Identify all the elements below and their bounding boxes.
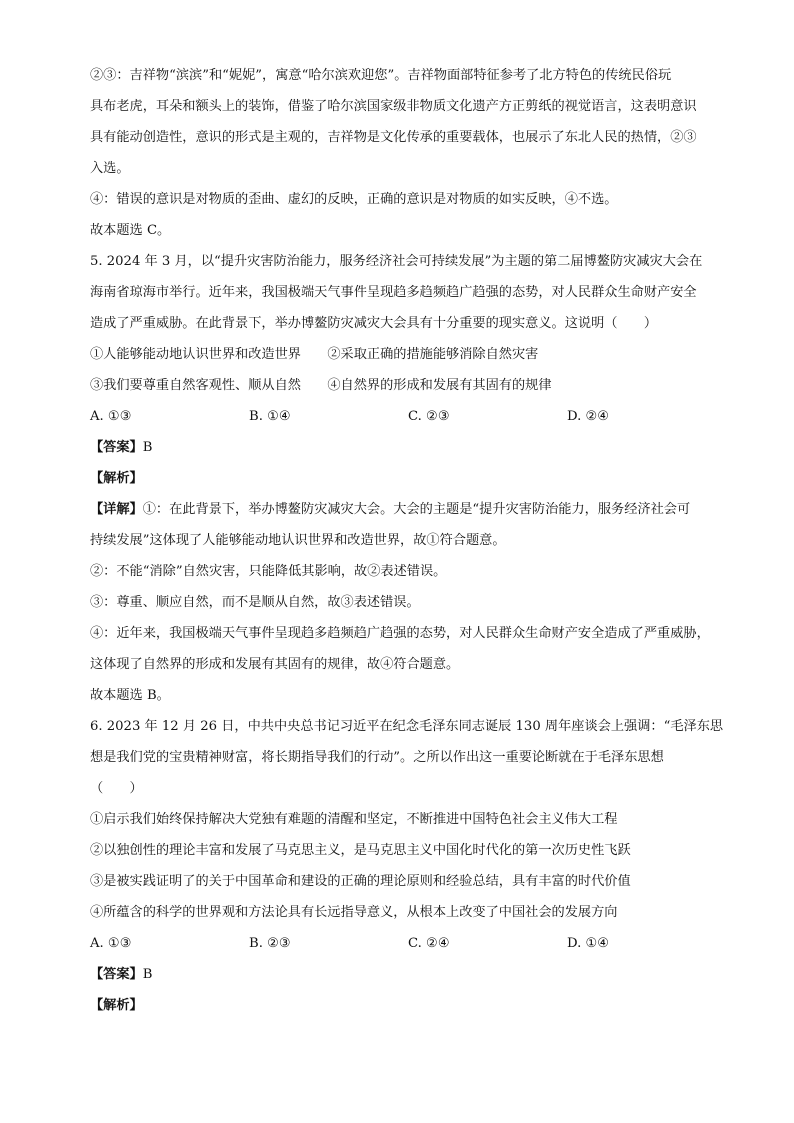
- question-stem-line: 5. 2024 年 3 月，以“提升灾害防治能力，服务经济社会可持续发展”为主题的第二届博鳌防灾减灾大会在: [90, 254, 703, 269]
- detail-line: 这体现了自然界的形成和发展有其固有的规律，故④符合题意。: [90, 657, 460, 672]
- detail-line: ②：不能“消除”自然灾害，只能降低其影响，故②表述错误。: [90, 564, 447, 579]
- statement-line: ③是被实践证明了的关于中国革命和建设的正确的理论原则和经验总结，具有丰富的时代价值: [90, 874, 631, 889]
- question-stem-line: 6. 2023 年 12 月 26 日，中共中央总书记习近平在纪念毛泽东同志诞辰 130 周年座谈会上强调：“毛泽东思: [90, 719, 724, 734]
- question-stem-line: 造成了严重威胁。在此背景下，举办博鳌防灾减灾大会具有十分重要的现实意义。这说明（ ）: [90, 316, 658, 331]
- detail-text: ①：在此背景下，举办博鳌防灾减灾大会。大会的主题是“提升灾害防治能力，服务经济社会可: [142, 502, 691, 517]
- conclusion-line: 故本题选 C。: [90, 223, 171, 238]
- options-row: [90, 401, 726, 432]
- question-6: [90, 711, 726, 1021]
- analysis-heading: [90, 463, 726, 494]
- question-stem-line: （ ）: [90, 781, 143, 796]
- statement-line: ①人能够能动地认识世界和改造世界 ②采取正确的措施能够消除自然灾害: [90, 347, 539, 362]
- statement-line: ②以独创性的理论丰富和发展了马克思主义，是马克思主义中国化时代化的第一次历史性飞跃: [90, 843, 631, 858]
- question-stem-line: 海南省琼海市举行。近年来，我国极端天气事件呈现趋多趋频趋广趋强的态势，对人民群众生命财产安全: [90, 285, 697, 300]
- previous-analysis: [90, 60, 726, 246]
- answer-value: B: [142, 967, 153, 982]
- detail-tag: 【详解】: [90, 502, 143, 517]
- statement-line: ③我们要尊重自然客观性、顺从自然 ④自然界的形成和发展有其固有的规律: [90, 378, 552, 393]
- answer-line: [90, 432, 726, 463]
- statement-line: ④所蕴含的科学的世界观和方法论具有长远指导意义，从根本上改变了中国社会的发展方向: [90, 905, 618, 920]
- answer-line: [90, 959, 726, 990]
- statement-line: ①启示我们始终保持解决大党独有难题的清醒和坚定，不断推进中国特色社会主义伟大工程: [90, 812, 618, 827]
- option-a: A. ①③: [90, 936, 132, 951]
- analysis-tag: 【解析】: [90, 998, 143, 1013]
- option-a: A. ①③: [90, 409, 132, 424]
- detail-line: [90, 494, 726, 525]
- text-line: ④：错误的意识是对物质的歪曲、虚幻的反映，正确的意识是对物质的如实反映，④不选。: [90, 192, 618, 207]
- answer-value: B: [142, 440, 153, 455]
- analysis-heading: [90, 990, 726, 1021]
- option-d: D. ②④: [567, 409, 610, 424]
- detail-line: ③：尊重、顺应自然，而不是顺从自然，故③表述错误。: [90, 595, 420, 610]
- text-line: 具布老虎，耳朵和额头上的装饰，借鉴了哈尔滨国家级非物质文化遗产方正剪纸的视觉语言，这表明意识: [90, 99, 697, 114]
- document-page: [90, 60, 726, 1021]
- conclusion-line: 故本题选 B。: [90, 688, 170, 703]
- option-b: B. ①④: [249, 409, 291, 424]
- question-stem-line: 想是我们党的宝贵精神财富，将长期指导我们的行动”。之所以作出这一重要论断就在于毛泽东思想: [90, 750, 664, 765]
- analysis-tag: 【解析】: [90, 471, 143, 486]
- options-row: [90, 928, 726, 959]
- option-c: C. ②③: [408, 409, 450, 424]
- detail-line: ④：近年来，我国极端天气事件呈现趋多趋频趋广趋强的态势，对人民群众生命财产安全造成了严重威胁，: [90, 626, 710, 641]
- option-b: B. ②③: [249, 936, 291, 951]
- text-line: 入选。: [90, 161, 130, 176]
- option-c: C. ②④: [408, 936, 450, 951]
- detail-line: 持续发展”这体现了人能够能动地认识世界和改造世界，故①符合题意。: [90, 533, 506, 548]
- question-5: [90, 246, 726, 711]
- text-line: ②③：吉祥物“滨滨”和“妮妮”，寓意“哈尔滨欢迎您”。吉祥物面部特征参考了北方特色的传统民俗玩: [90, 68, 672, 83]
- answer-tag: 【答案】: [90, 440, 143, 455]
- answer-tag: 【答案】: [90, 967, 143, 982]
- text-line: 具有能动创造性，意识的形式是主观的，吉祥物是文化传承的重要载体，也展示了东北人民的热情，②③: [90, 130, 697, 145]
- option-d: D. ①④: [567, 936, 610, 951]
